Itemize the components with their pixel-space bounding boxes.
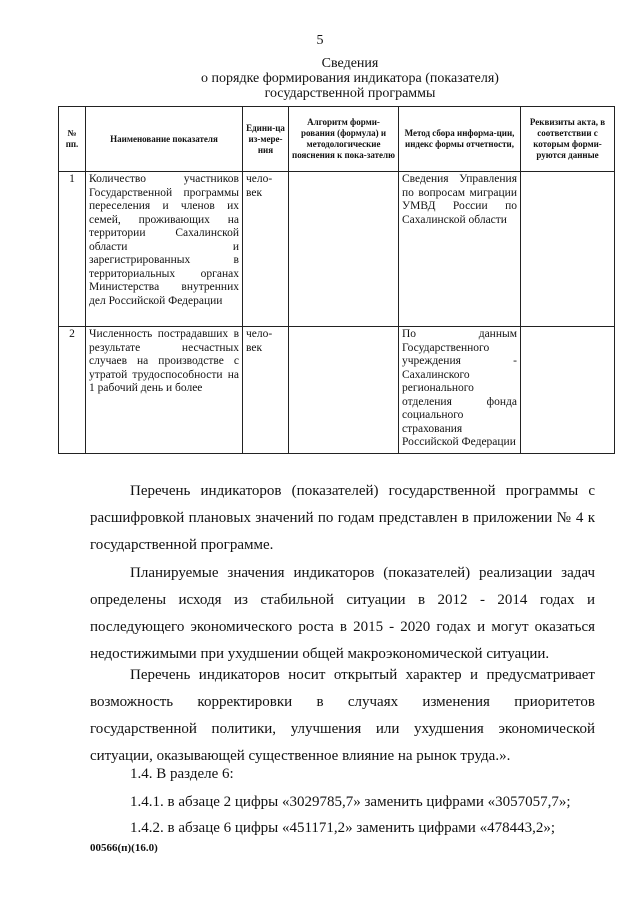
- cell-num: 2: [59, 327, 86, 454]
- cell-requisites: [521, 327, 615, 454]
- cell-unit: чело-век: [243, 172, 289, 327]
- paragraph-3: [90, 662, 595, 770]
- page-number: 5: [316, 33, 324, 48]
- cell-name: Количество участников Государственной программы переселения и членов их семей, проживающих на территории Сахалинской области и зарегистрированных в территориальных органах Министерства внутренних дел Российской Федерации: [86, 172, 243, 327]
- paragraph-2: [90, 560, 595, 668]
- header-requisites: Реквизиты акта, в соответствии с которым форми-руются данные: [521, 107, 615, 172]
- header-method: Метод сбора информа-ции, индекс формы отчетности,: [399, 107, 521, 172]
- section-6-heading: 1.4. В разделе 6:: [130, 766, 234, 782]
- table-row: [59, 172, 615, 327]
- cell-algorithm: [289, 172, 399, 327]
- paragraph-1-text: Перечень индикаторов (показателей) государственной программы с расшифровкой плановых значений по годам представлен в приложении № 4 к государственной программе.: [90, 483, 595, 553]
- cell-method: Сведения Управления по вопросам миграции УМВД России по Сахалинской области: [399, 172, 521, 327]
- cell-requisites: [521, 172, 615, 327]
- indicator-table: [58, 106, 615, 454]
- header-algorithm: Алгоритм форми-рования (формула) и методологические пояснения к пока-зателю: [289, 107, 399, 172]
- header-unit: Едини-ца из-мере-ния: [243, 107, 289, 172]
- table-row: [59, 327, 615, 454]
- cell-unit: чело-век: [243, 327, 289, 454]
- cell-name: Численность пострадавших в результате несчастных случаев на производстве с утратой трудоспособности на 1 рабочий день и более: [86, 327, 243, 454]
- cell-algorithm: [289, 327, 399, 454]
- header-name: Наименование показателя: [86, 107, 243, 172]
- title-line-1: Сведения: [321, 56, 379, 71]
- document-id: 00566(п)(16.0): [90, 842, 158, 854]
- header-num: № пп.: [59, 107, 86, 172]
- section-title: [60, 56, 640, 101]
- amendment-1: 1.4.1. в абзаце 2 цифры «3029785,7» заменить цифрами «3057057,7»;: [130, 794, 571, 810]
- cell-method: По данным Государственного учреждения - Сахалинского регионального отделения фонда социального страхования Российской Федерации: [399, 327, 521, 454]
- paragraph-3-text: Перечень индикаторов носит открытый характер и предусматривает возможность корректировки в случаях изменения приоритетов государственной политики, улучшения или ухудшения экономической ситуации, оказывающей существенное влияние на рынок труда.».: [90, 667, 595, 764]
- amendment-2: 1.4.2. в абзаце 6 цифры «451171,2» заменить цифрами «478443,2»;: [130, 820, 555, 836]
- title-line-2: о порядке формирования индикатора (показателя): [201, 71, 499, 86]
- paragraph-2-text: Планируемые значения индикаторов (показателей) реализации задач определены исходя из стабильной ситуации в 2012 - 2014 годах и последующего экономического роста в 2015 - 2020 годах и могут оказаться недостижимыми при ухудшении общей макроэкономической ситуации.: [90, 565, 595, 662]
- table-header-row: [59, 107, 615, 172]
- paragraph-1: [90, 478, 595, 559]
- cell-num: 1: [59, 172, 86, 327]
- title-line-3: государственной программы: [264, 86, 436, 101]
